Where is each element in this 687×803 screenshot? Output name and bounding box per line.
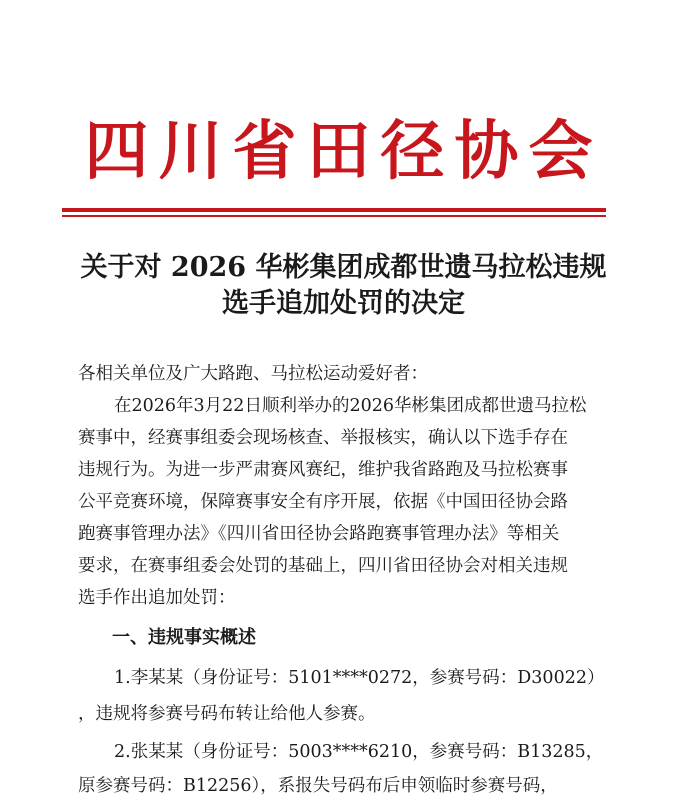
document-title-line-1: 关于对 2026 华彬集团成都世遗马拉松违规 [80, 252, 607, 283]
section-1-heading: 一、违规事实概述 [112, 627, 256, 648]
intro-line-3: 违规行为。为进一步严肃赛风赛纪，维护我省路跑及马拉松赛事 [78, 460, 568, 480]
intro-line-1: 在2026年3月22日顺利举办的2026华彬集团成都世遗马拉松 [114, 396, 587, 416]
intro-line-6: 要求，在赛事组委会处罚的基础上，四川省田径协会对相关违规 [78, 556, 568, 576]
violation-item-2-line-1: 2.张某某（身份证号：5003****6210，参赛号码：B13285， [114, 742, 604, 762]
salutation: 各相关单位及广大路跑、马拉松运动爱好者： [78, 364, 428, 384]
violation-item-2-line-2: 原参赛号码：B12256），系报失号码布后申领临时参赛号码， [78, 776, 558, 796]
intro-line-5: 跑赛事管理办法》《四川省田径协会路跑赛事管理办法》等相关 [78, 524, 560, 544]
violation-item-1-line-1: 1.李某某（身份证号：5101****0272，参赛号码：D30022） [114, 668, 605, 688]
document-title-line-2: 选手追加处罚的决定 [222, 288, 465, 319]
violation-item-1-line-2: ，违规将参赛号码布转让给他人参赛。 [78, 704, 376, 724]
intro-line-7: 选手作出追加处罚： [78, 588, 236, 608]
letterhead-org-name: 四川省田径协会 [84, 115, 603, 189]
intro-line-4: 公平竞赛环境，保障赛事安全有序开展，依据《中国田径协会路 [78, 492, 568, 512]
letterhead-rule-thin [62, 215, 606, 217]
intro-line-2: 赛事中，经赛事组委会现场核查、举报核实，确认以下选手存在 [78, 428, 568, 448]
letterhead-rule-thick [62, 208, 606, 212]
